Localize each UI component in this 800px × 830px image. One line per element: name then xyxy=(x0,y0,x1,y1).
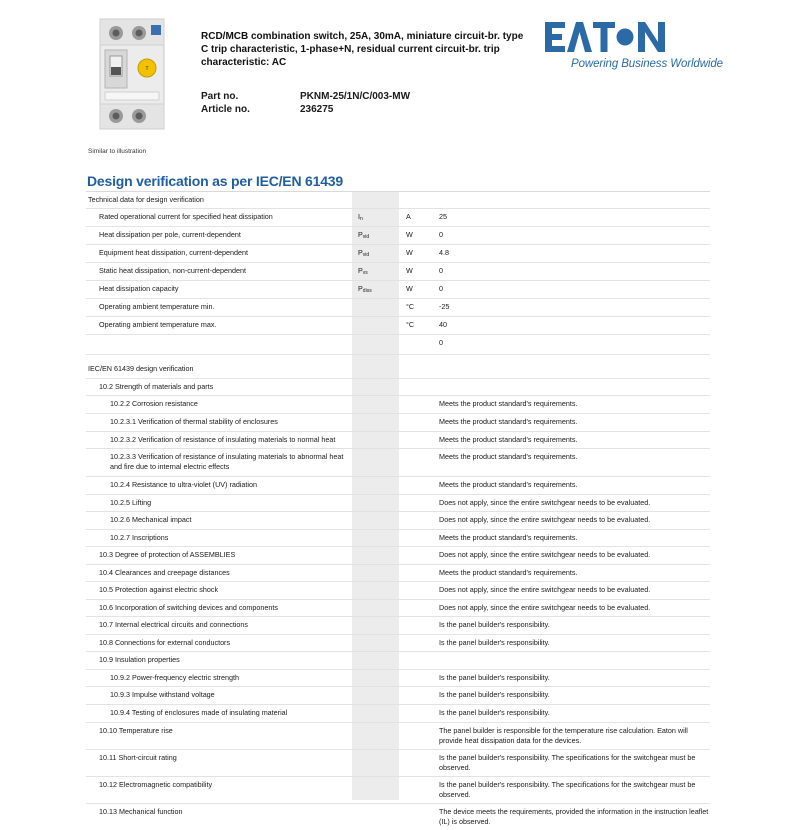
svg-text:T: T xyxy=(145,66,149,72)
part-no-label: Part no. xyxy=(201,91,239,102)
table-row: Operating ambient temperature min. °C -25 xyxy=(86,299,710,317)
article-no-value: 236275 xyxy=(300,104,334,115)
product-image xyxy=(99,18,165,130)
table-row: 10.6 Incorporation of switching devices and components Does not apply, since the entire switchgear needs to be evaluated. xyxy=(86,600,710,617)
table-row: Equipment heat dissipation, current-dependent $P_{vid}$ W 4.8 xyxy=(86,245,710,263)
technical-data-header: Technical data for design verification xyxy=(88,195,204,204)
table-row: 10.9 Insulation properties xyxy=(86,652,710,670)
verification-header: IEC/EN 61439 design verification xyxy=(88,364,194,373)
product-identifiers xyxy=(201,90,410,116)
table-row: 10.2.3.3 Verification of resistance of insulating materials to abnormal heat and fire due to internal electric effects Meets the product standard's requirements. xyxy=(86,449,710,477)
table-row: 10.3 Degree of protection of ASSEMBLIES Does not apply, since the entire switchgear needs to be evaluated. xyxy=(86,547,710,565)
section-title: Design verification as per IEC/EN 61439 xyxy=(87,173,343,189)
table-row: 10.2.5 Lifting Does not apply, since the entire switchgear needs to be evaluated. xyxy=(86,495,710,512)
table-row: 10.2.6 Mechanical impact Does not apply, since the entire switchgear needs to be evaluated. xyxy=(86,512,710,530)
table-row: 10.9.4 Testing of enclosures made of insulating material Is the panel builder's responsibility. xyxy=(86,705,710,723)
article-no-label: Article no. xyxy=(201,104,250,115)
table-row: 10.10 Temperature rise The panel builder is responsible for the temperature rise calculation. Eaton will provide heat dissipation data for the devices. xyxy=(86,723,710,750)
table-row: Rated operational current for specified heat dissipation $I_n$ A 25 xyxy=(86,209,710,227)
table-row: Heat dissipation per pole, current-dependent $P_{vid}$ W 0 xyxy=(86,227,710,245)
design-verification-table xyxy=(86,192,710,830)
table-row: Static heat dissipation, non-current-dependent $P_{vs}$ W 0 xyxy=(86,263,710,281)
part-no-value: PKNM-25/1N/C/003-MW xyxy=(300,91,411,102)
table-row: 10.9.3 Impulse withstand voltage Is the panel builder's responsibility. xyxy=(86,687,710,705)
table-row: 10.2.3.2 Verification of resistance of insulating materials to normal heat Meets the product standard's requirements. xyxy=(86,432,710,449)
table-row: 0 xyxy=(86,335,710,355)
table-row: Operating ambient temperature max. °C 40 xyxy=(86,317,710,335)
table-row-header xyxy=(86,355,710,379)
table-row-header xyxy=(86,192,710,209)
table-row: 10.8 Connections for external conductors Is the panel builder's responsibility. xyxy=(86,635,710,652)
eaton-logo xyxy=(545,20,715,54)
image-caption: Similar to illustration xyxy=(88,148,147,155)
table-row: 10.2.4 Resistance to ultra-violet (UV) radiation Meets the product standard's requirements. xyxy=(86,477,710,495)
brand-tagline: Powering Business Worldwide xyxy=(571,58,723,70)
table-row: 10.9.2 Power-frequency electric strength Is the panel builder's responsibility. xyxy=(86,670,710,687)
table-row: 10.2.7 Inscriptions Meets the product standard's requirements. xyxy=(86,530,710,547)
product-title: RCD/MCB combination switch, 25A, 30mA, miniature circuit-br. type C trip characteristic, 1-phase+N, residual current circuit-br. trip characteristic: AC xyxy=(201,31,524,68)
table-row: 10.13 Mechanical function The device meets the requirements, provided the information in the instruction leaflet (IL) is observed. xyxy=(99,807,709,826)
table-row: Heat dissipation capacity $P_{diss}$ W 0 xyxy=(86,281,710,299)
table-row: 10.5 Protection against electric shock Does not apply, since the entire switchgear needs to be evaluated. xyxy=(86,582,710,600)
table-row: 10.7 Internal electrical circuits and connections Is the panel builder's responsibility. xyxy=(86,617,710,635)
table-row: 10.2.2 Corrosion resistance Meets the product standard's requirements. xyxy=(86,396,710,414)
table-row: 10.11 Short-circuit rating Is the panel builder's responsibility. The specifications for the switchgear must be observed. xyxy=(86,750,710,777)
table-row: 10.12 Electromagnetic compatibility Is the panel builder's responsibility. The specifications for the switchgear must be observed. xyxy=(86,777,710,804)
table-row: 10.4 Clearances and creepage distances Meets the product standard's requirements. xyxy=(86,565,710,582)
table-row: 10.2 Strength of materials and parts xyxy=(86,379,710,396)
table-row: 10.2.3.1 Verification of thermal stability of enclosures Meets the product standard's requirements. xyxy=(86,414,710,432)
